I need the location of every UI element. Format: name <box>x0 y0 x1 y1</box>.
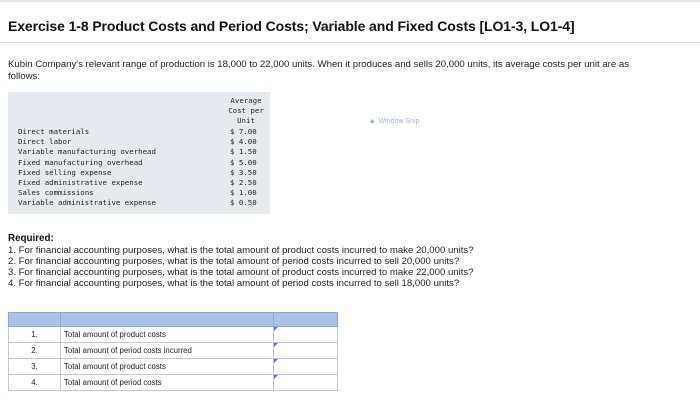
cost-row-value: $ 4.00 <box>230 137 257 147</box>
answer-input[interactable] <box>274 375 337 390</box>
answer-row-label: Total amount of period costs <box>61 375 274 391</box>
answer-row-label: Total amount of period costs incurred <box>61 343 274 359</box>
required-item: 4. For financial accounting purposes, what is the total amount of period costs incurred to sell 18,000 units? <box>8 278 460 289</box>
cost-row <box>18 147 270 157</box>
cost-rows <box>18 127 270 209</box>
answer-header-cell <box>61 313 274 327</box>
top-rule <box>0 0 700 2</box>
cost-table-panel <box>8 92 270 214</box>
answer-cell <box>274 375 338 391</box>
answer-header-cell <box>9 313 61 327</box>
required-item: 3. For financial accounting purposes, what is the total amount of product costs incurred to make 22,000 units? <box>8 267 474 278</box>
answer-table <box>8 312 338 391</box>
cost-row-label: Sales commissions <box>18 188 94 198</box>
cost-row <box>18 158 270 168</box>
answer-row-number: 4. <box>9 375 61 391</box>
answer-row-number: 2. <box>9 343 61 359</box>
cost-row-value: $ 2.50 <box>230 177 257 187</box>
exercise-title: Exercise 1-8 Product Costs and Period Costs; Variable and Fixed Costs [LO1-3, LO1-4] <box>8 18 575 34</box>
cost-row-label: Variable manufacturing overhead <box>18 147 156 157</box>
answer-input[interactable] <box>274 343 337 358</box>
cost-row-value: $ 3.50 <box>230 167 257 177</box>
cost-row-value: $ 0.50 <box>230 198 257 208</box>
window-snip-button[interactable] <box>370 118 419 125</box>
cost-row <box>18 198 270 208</box>
cost-row <box>18 188 270 198</box>
cost-row-label: Variable administrative expense <box>18 198 156 208</box>
cost-row <box>18 168 270 178</box>
required-heading: Required: <box>8 233 54 244</box>
cost-column-header-line: Unit <box>237 116 255 125</box>
cost-column-header <box>222 96 270 126</box>
title-divider <box>0 42 700 43</box>
cost-row-label: Fixed selling expense <box>18 167 112 177</box>
answer-row-label: Total amount of product costs <box>61 359 274 375</box>
cost-row-value: $ 1.50 <box>230 147 257 157</box>
cost-row <box>18 178 270 188</box>
intro-text: Kubin Company's relevant range of production is 18,000 to 22,000 units. When it produces and sells 20,000 units, its average costs per unit are as follows: <box>8 59 629 82</box>
answer-row <box>9 327 338 343</box>
cost-row <box>18 127 270 137</box>
answer-row <box>9 343 338 359</box>
answer-row-label: Total amount of product costs <box>61 327 274 343</box>
answer-row-number: 3. <box>9 359 61 375</box>
cost-row-value: $ 1.00 <box>230 188 257 198</box>
cost-row-label: Direct labor <box>18 137 72 147</box>
cost-row-label: Fixed manufacturing overhead <box>18 157 143 167</box>
required-item: 1. For financial accounting purposes, what is the total amount of product costs incurred to make 20,000 units? <box>8 245 474 256</box>
cost-row <box>18 137 270 147</box>
answer-table-header <box>9 313 338 327</box>
required-list <box>8 245 608 289</box>
answer-header-cell <box>274 313 338 327</box>
answer-cell <box>274 343 338 359</box>
answer-input[interactable] <box>274 327 337 342</box>
answer-row-number: 1. <box>9 327 61 343</box>
cost-row-value: $ 5.00 <box>230 157 257 167</box>
required-item: 2. For financial accounting purposes, what is the total amount of period costs incurred to sell 20,000 units? <box>8 256 460 267</box>
cost-column-header-line: Cost per <box>228 106 264 115</box>
window-snip-label: Window Snip <box>378 118 420 125</box>
cost-row-label: Direct materials <box>18 127 90 136</box>
answer-cell <box>274 327 338 343</box>
answer-input[interactable] <box>274 359 337 374</box>
snip-icon: ◆ <box>370 119 375 125</box>
cost-column-header-line: Average <box>230 96 262 105</box>
answer-row <box>9 375 338 391</box>
cost-row-label: Fixed administrative expense <box>18 177 143 187</box>
cost-row-value: $ 7.00 <box>230 127 257 136</box>
answer-cell <box>274 359 338 375</box>
answer-row <box>9 359 338 375</box>
